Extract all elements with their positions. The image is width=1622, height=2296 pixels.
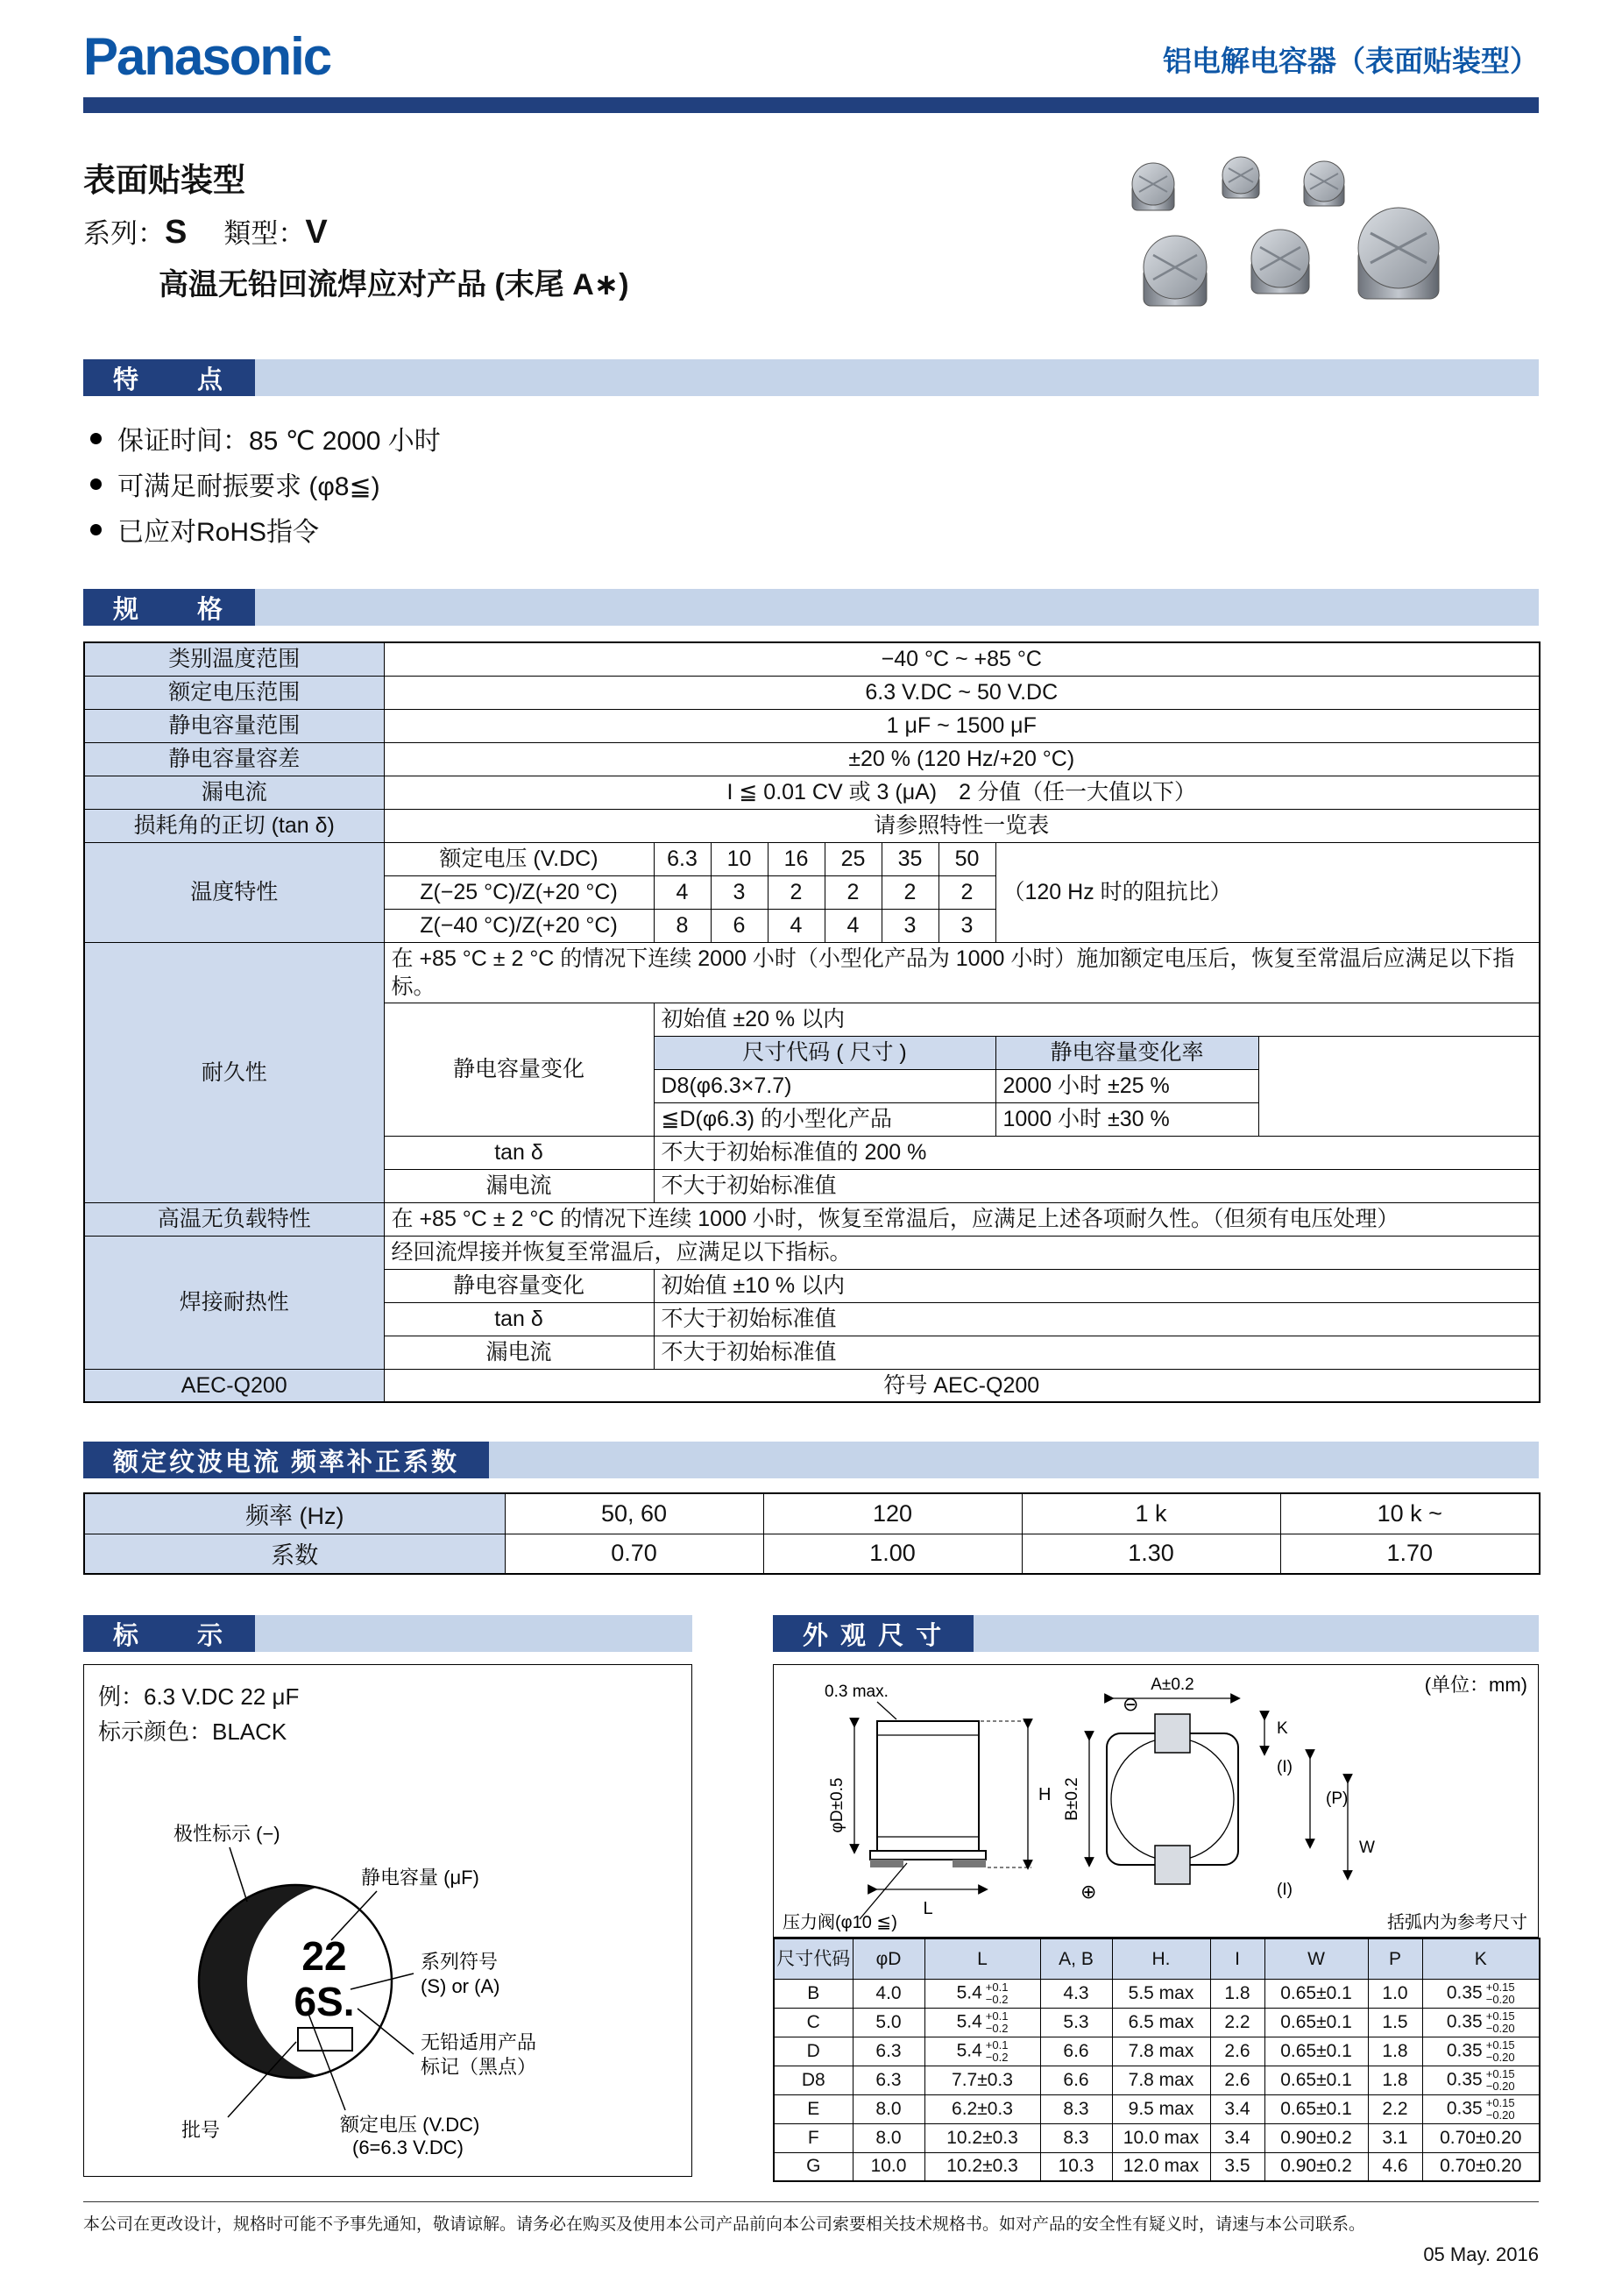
dimension-cell: 2.6: [1210, 2066, 1264, 2094]
dimension-cell: 8.0: [853, 2123, 924, 2152]
dim-i2: (I): [1277, 1881, 1293, 1899]
dimension-row: [774, 2008, 1540, 2037]
dimension-cell: 0.90±0.2: [1264, 2152, 1368, 2181]
spec-label: 静电容量容差: [84, 742, 384, 776]
ripple-row-label: 系数: [84, 1534, 505, 1574]
empty-cell: [1258, 1036, 1540, 1136]
pressure-valve-label: 压力阀(φ10 ≦): [783, 1913, 897, 1932]
dimension-col-header: P: [1368, 1938, 1422, 1979]
pad-view-circle: [1111, 1738, 1234, 1860]
z-value: 2: [882, 875, 938, 909]
dim-l: L: [923, 1899, 933, 1918]
capacitor-2: [1222, 157, 1259, 198]
section-ripple-bar: [489, 1442, 1539, 1478]
size-code-value: D8(φ6.3×7.7): [654, 1069, 995, 1102]
z-value: 8: [654, 909, 711, 942]
impedance-ratio-note: （120 Hz 时的阻抗比）: [995, 842, 1540, 942]
header-divider-bar: [83, 97, 1539, 113]
spec-label: 焊接耐热性: [84, 1236, 384, 1369]
dim-w: W: [1359, 1839, 1375, 1857]
volt-value: 25: [825, 842, 882, 875]
ripple-freq: 50, 60: [505, 1493, 763, 1534]
label-capacitance: 静电容量 (μF): [361, 1867, 479, 1889]
volt-value: 35: [882, 842, 938, 875]
product-type-title: 表面贴装型: [83, 162, 245, 198]
spec-row: [84, 676, 1540, 709]
section-ripple-title: 额定纹波电流 频率补正系数: [83, 1442, 489, 1478]
dimension-cell: 1.8: [1210, 1979, 1264, 2008]
dimension-cell: 0.70±0.20: [1422, 2123, 1540, 2152]
minus-symbol: ⊖: [1123, 1693, 1139, 1715]
spec-value: −40 °C ~ +85 °C: [384, 642, 1540, 676]
dim-h: H: [1038, 1785, 1052, 1804]
dimension-cell: 0.35 +0.15 −0.20: [1422, 1979, 1540, 2008]
footer-date: 05 May. 2016: [1423, 2243, 1539, 2265]
dimension-col-header: 尺寸代码: [774, 1938, 853, 1979]
ripple-coef-row: [84, 1534, 1540, 1574]
section-features-bar: [255, 359, 1539, 396]
section-marking: [83, 1615, 692, 1652]
product-subtitle: 高温无铅回流焊应对产品 (末尾 A∗): [159, 268, 629, 301]
label-series-1: 系列符号: [421, 1951, 499, 1973]
capacitor-4: [1144, 236, 1207, 306]
bottom-columns: [83, 1615, 1539, 2182]
dimension-cell: 6.6: [1040, 2066, 1112, 2094]
ripple-coef: 0.70: [505, 1534, 763, 1574]
dimension-cell: 0.65±0.1: [1264, 2094, 1368, 2123]
dimension-cell: 0.35 +0.15 −0.20: [1422, 2094, 1540, 2123]
section-features-title: 特 点: [83, 359, 255, 396]
dimension-cell: 0.65±0.1: [1264, 2066, 1368, 2094]
spec-value: 在 +85 °C ± 2 °C 的情况下连续 1000 小时，恢复至常温后，应满足上述各项耐久性。（但须有电压处理）: [384, 1202, 1540, 1236]
dimension-cell: 0.70±0.20: [1422, 2152, 1540, 2181]
leader-line: [860, 1863, 907, 1919]
label-voltage-1: 额定电压 (V.DC): [340, 2114, 480, 2136]
ripple-freq: 1 k: [1022, 1493, 1280, 1534]
dimension-cell: 0.90±0.2: [1264, 2123, 1368, 2152]
leak-value: 不大于初始标准值: [654, 1169, 1540, 1202]
label-voltage-2: (6=6.3 V.DC): [352, 2137, 464, 2158]
dimension-row: [774, 2152, 1540, 2181]
dimension-cell: 10.0: [853, 2152, 924, 2181]
tan-value: 不大于初始标准值: [654, 1302, 1540, 1336]
feature-text: 已应对RoHS指令: [117, 518, 320, 547]
spec-row: [84, 809, 1540, 842]
ripple-coef: 1.70: [1280, 1534, 1540, 1574]
section-marking-bar: [255, 1615, 692, 1652]
feature-item: [83, 415, 1539, 461]
dimension-cell: 10.2±0.3: [924, 2152, 1040, 2181]
ripple-table: [83, 1492, 1541, 1575]
z-value: 4: [654, 875, 711, 909]
capacitor-5: [1251, 230, 1309, 294]
dimension-cell: D8: [774, 2066, 853, 2094]
dimension-cell: 5.5 max: [1112, 1979, 1210, 2008]
marking-capacitance-text: 22: [301, 1933, 347, 1979]
dimension-cell: 4.0: [853, 1979, 924, 2008]
marking-diagram: [98, 1749, 672, 2161]
dimension-cell: 5.4 +0.1 −0.2: [924, 2037, 1040, 2066]
dimension-cell: 1.8: [1368, 2037, 1422, 2066]
dimension-cell: F: [774, 2123, 853, 2152]
title-block: [83, 153, 1539, 303]
tan-value: 不大于初始标准值的 200 %: [654, 1136, 1540, 1169]
z-value: 2: [825, 875, 882, 909]
dimension-cell: 7.8 max: [1112, 2066, 1210, 2094]
section-ripple: [83, 1442, 1539, 1478]
label-lot: 批号: [181, 2119, 221, 2141]
bullet-icon: [90, 524, 102, 535]
size-code-value: ≦D(φ6.3) 的小型化产品: [654, 1102, 995, 1136]
dimension-col-header: I: [1210, 1938, 1264, 1979]
series-value: S: [165, 214, 188, 251]
dim-a: A±0.2: [1151, 1676, 1194, 1694]
outline-column: [773, 1615, 1539, 2182]
marking-example: 例：6.3 V.DC 22 μF: [98, 1683, 300, 1710]
dimension-cell: 0.65±0.1: [1264, 1979, 1368, 2008]
label-leadfree-2: 标记（黑点）: [421, 2056, 537, 2078]
spec-row: [84, 709, 1540, 742]
label-leadfree-1: 无铅适用产品: [421, 2031, 537, 2053]
capacitor-6: [1358, 208, 1439, 299]
dimension-cell: 3.1: [1368, 2123, 1422, 2152]
reference-note: 括弧内为参考尺寸: [1387, 1913, 1527, 1932]
rate-value: 2000 小时 ±25 %: [995, 1069, 1258, 1102]
ripple-coef: 1.30: [1022, 1534, 1280, 1574]
dimension-cell: 5.0: [853, 2008, 924, 2037]
ripple-coef: 1.00: [763, 1534, 1022, 1574]
leader-line: [877, 1702, 896, 1719]
section-specs: [83, 589, 1539, 626]
dimension-cell: 8.0: [853, 2094, 924, 2123]
dimension-cell: 0.35 +0.15 −0.20: [1422, 2037, 1540, 2066]
dimension-drawing: [774, 1665, 1537, 1936]
dimension-cell: 7.8 max: [1112, 2037, 1210, 2066]
spec-label: 静电容量范围: [84, 709, 384, 742]
z-row-label: Z(−25 °C)/Z(+20 °C): [384, 875, 654, 909]
series-prefix: 系列：: [83, 218, 165, 249]
ripple-freq-row: [84, 1493, 1540, 1534]
leak-label: 漏电流: [384, 1169, 654, 1202]
dimension-cell: 3.5: [1210, 2152, 1264, 2181]
dimension-cell: 0.35 +0.15 −0.20: [1422, 2066, 1540, 2094]
dimension-cell: 0.65±0.1: [1264, 2008, 1368, 2037]
volt-value: 16: [768, 842, 825, 875]
dimension-col-header: W: [1264, 1938, 1368, 1979]
dimension-cell: 1.5: [1368, 2008, 1422, 2037]
dimension-cell: 2.2: [1210, 2008, 1264, 2037]
capacitor-1: [1132, 163, 1174, 210]
cap-change-label: 静电容量变化: [384, 1269, 654, 1302]
spec-row: [84, 776, 1540, 809]
dimension-cell: 3.4: [1210, 2123, 1264, 2152]
label-polarity: 极性标示 (−): [174, 1823, 280, 1845]
spec-row-endurance: [84, 942, 1540, 1003]
dimension-cell: 5.4 +0.1 −0.2: [924, 1979, 1040, 2008]
dimension-cell: 6.5 max: [1112, 2008, 1210, 2037]
dim-k: K: [1277, 1719, 1288, 1738]
features-list: [83, 415, 1539, 552]
section-outline-bar: [974, 1615, 1539, 1652]
dimension-cell: 6.2±0.3: [924, 2094, 1040, 2123]
leader-line: [230, 1847, 247, 1902]
z-value: 4: [768, 909, 825, 942]
volt-value: 6.3: [654, 842, 711, 875]
dimension-row: [774, 2123, 1540, 2152]
spec-value: ±20 % (120 Hz/+20 °C): [384, 742, 1540, 776]
capacitor-body-side: [877, 1721, 979, 1851]
spec-row-temp-char: [84, 842, 1540, 875]
seat-plate: [870, 1851, 986, 1860]
feature-item: [83, 461, 1539, 507]
dim-top-gap: 0.3 max.: [825, 1683, 889, 1701]
dimension-cell: 2.6: [1210, 2037, 1264, 2066]
marking-series-text: 6S.: [294, 1979, 355, 2024]
dimension-cell: 1.0: [1368, 1979, 1422, 2008]
product-photo: [1101, 145, 1486, 333]
ripple-row-label: 频率 (Hz): [84, 1493, 505, 1534]
dimension-cell: C: [774, 2008, 853, 2037]
feature-text: 可满足耐振要求 (φ8≦): [117, 472, 380, 501]
dimension-row: [774, 1979, 1540, 2008]
dimension-cell: 8.3: [1040, 2094, 1112, 2123]
dimension-cell: 10.0 max: [1112, 2123, 1210, 2152]
dim-diameter: φD±0.5: [828, 1777, 846, 1833]
spec-label: 耐久性: [84, 942, 384, 1202]
spec-label: 漏电流: [84, 776, 384, 809]
terminal-top: [1155, 1714, 1190, 1753]
dimension-cell: 10.2±0.3: [924, 2123, 1040, 2152]
dimension-col-header: H.: [1112, 1938, 1210, 1979]
marking-box: [83, 1664, 692, 2177]
rate-value: 1000 小时 ±30 %: [995, 1102, 1258, 1136]
dimension-cell: 12.0 max: [1112, 2152, 1210, 2181]
panasonic-logo: Panasonic: [83, 27, 331, 86]
tan-label: tan δ: [384, 1136, 654, 1169]
dimension-cell: 7.7±0.3: [924, 2066, 1040, 2094]
feature-item: [83, 507, 1539, 552]
unit-note: (单位：mm): [1424, 1674, 1527, 1696]
type-prefix: 類型：: [223, 218, 306, 249]
spec-row: [84, 1369, 1540, 1402]
spec-value: 符号 AEC-Q200: [384, 1369, 1540, 1402]
dimension-cell: 6.3: [853, 2037, 924, 2066]
dimension-cell: 0.65±0.1: [1264, 2037, 1368, 2066]
dimension-cell: 1.8: [1368, 2066, 1422, 2094]
dimension-cell: 5.3: [1040, 2008, 1112, 2037]
dimension-cell: 9.5 max: [1112, 2094, 1210, 2123]
section-specs-bar: [255, 589, 1539, 626]
capacitor-3: [1304, 161, 1344, 206]
dimension-col-header: K: [1422, 1938, 1540, 1979]
z-value: 3: [711, 875, 768, 909]
dimension-cell: 5.4 +0.1 −0.2: [924, 2008, 1040, 2037]
dimension-cell: 4.3: [1040, 1979, 1112, 2008]
dimension-row: [774, 2094, 1540, 2123]
spec-row: [84, 742, 1540, 776]
dimension-header-row: [774, 1938, 1540, 1979]
dimension-cell: 0.35 +0.15 −0.20: [1422, 2008, 1540, 2037]
tan-label: tan δ: [384, 1302, 654, 1336]
dimension-cell: 4.6: [1368, 2152, 1422, 2181]
spec-value: 请参照特性一览表: [384, 809, 1540, 842]
dimension-cell: G: [774, 2152, 853, 2181]
section-outline: [773, 1615, 1539, 1652]
dimension-cell: E: [774, 2094, 853, 2123]
spec-value: I ≦ 0.01 CV 或 3 (μA) 2 分值（任一大值以下）: [384, 776, 1540, 809]
dim-p: (P): [1326, 1789, 1349, 1808]
spec-row: [84, 642, 1540, 676]
dimension-cell: 2.2: [1368, 2094, 1422, 2123]
dimension-cell: 3.4: [1210, 2094, 1264, 2123]
dimension-cell: 8.3: [1040, 2123, 1112, 2152]
outline-wrap: [773, 1664, 1539, 2182]
label-series-2: (S) or (A): [421, 1975, 500, 1997]
dim-b: B±0.2: [1063, 1777, 1081, 1821]
spec-label: 高温无负载特性: [84, 1202, 384, 1236]
spec-row: [84, 1202, 1540, 1236]
ripple-freq: 10 k ~: [1280, 1493, 1540, 1534]
section-marking-title: 标 示: [83, 1615, 255, 1652]
terminal-bottom: [1155, 1846, 1190, 1884]
leak-value: 不大于初始标准值: [654, 1336, 1540, 1369]
page-header: [83, 26, 1539, 87]
volt-value: 50: [938, 842, 995, 875]
z-value: 3: [938, 909, 995, 942]
z-value: 4: [825, 909, 882, 942]
z-value: 2: [938, 875, 995, 909]
dimension-row: [774, 2066, 1540, 2094]
spec-label: 类别温度范围: [84, 642, 384, 676]
bullet-icon: [90, 478, 102, 490]
marking-color: 标示颜色：BLACK: [98, 1718, 287, 1745]
cap-change-value: 初始值 ±10 % 以内: [654, 1269, 1540, 1302]
type-value: V: [305, 214, 328, 251]
header-product-category: 铝电解电容器（表面贴装型）: [1163, 45, 1539, 77]
dimension-cell: B: [774, 1979, 853, 2008]
solder-intro: 经回流焊接并恢复至常温后，应满足以下指标。: [384, 1236, 1540, 1269]
dimension-cell: 6.6: [1040, 2037, 1112, 2066]
spec-label: 额定电压范围: [84, 676, 384, 709]
ripple-freq: 120: [763, 1493, 1022, 1534]
dimension-col-header: L: [924, 1938, 1040, 1979]
dimension-cell: D: [774, 2037, 853, 2066]
dim-i1: (I): [1277, 1758, 1293, 1776]
footer-disclaimer: 本公司在更改设计，规格时可能不予事先通知，敬请谅解。请务必在购买及使用本公司产品前向本公司索要相关技术规格书。如对产品的安全性有疑义时，请速与本公司联系。: [83, 2215, 1366, 2234]
leak-label: 漏电流: [384, 1336, 654, 1369]
volt-value: 10: [711, 842, 768, 875]
section-specs-title: 规 格: [83, 589, 255, 626]
section-outline-title: 外 观 尺 寸: [773, 1615, 974, 1652]
feature-text: 保证时间：85 ℃ 2000 小时: [117, 427, 441, 456]
dimension-cell: 10.3: [1040, 2152, 1112, 2181]
plus-symbol: ⊕: [1080, 1881, 1097, 1903]
bullet-icon: [90, 433, 102, 444]
dimension-col-header: φD: [853, 1938, 924, 1979]
dimension-table: [773, 1938, 1541, 2182]
dimension-row: [774, 2037, 1540, 2066]
spec-value: 6.3 V.DC ~ 50 V.DC: [384, 676, 1540, 709]
dimension-table-body: [774, 1979, 1540, 2181]
endurance-intro: 在 +85 °C ± 2 °C 的情况下连续 2000 小时（小型化产品为 1000 小时）施加额定电压后，恢复至常温后应满足以下指标。: [384, 942, 1540, 1003]
dimension-drawing-box: [773, 1664, 1539, 1938]
z-value: 6: [711, 909, 768, 942]
spec-label: 损耗角的正切 (tan δ): [84, 809, 384, 842]
terminal-pad: [870, 1860, 903, 1867]
rate-header: 静电容量变化率: [995, 1036, 1258, 1069]
z-row-label: Z(−40 °C)/Z(+20 °C): [384, 909, 654, 942]
cap-change-initial: 初始值 ±20 % 以内: [654, 1003, 1540, 1036]
z-value: 3: [882, 909, 938, 942]
dimension-cell: 6.3: [853, 2066, 924, 2094]
spec-label: 温度特性: [84, 842, 384, 942]
spec-value: 1 μF ~ 1500 μF: [384, 709, 1540, 742]
page-footer: [83, 2201, 1539, 2266]
dimension-col-header: A, B: [1040, 1938, 1112, 1979]
volt-row-label: 额定电压 (V.DC): [384, 842, 654, 875]
marking-column: [83, 1615, 692, 2182]
z-value: 2: [768, 875, 825, 909]
spec-label: AEC-Q200: [84, 1369, 384, 1402]
size-code-header: 尺寸代码 ( 尺寸 ): [654, 1036, 995, 1069]
cap-change-label: 静电容量变化: [384, 1003, 654, 1136]
terminal-pad: [953, 1860, 986, 1867]
section-features: [83, 359, 1539, 396]
spec-row: [84, 1236, 1540, 1269]
spec-table: [83, 641, 1541, 1403]
